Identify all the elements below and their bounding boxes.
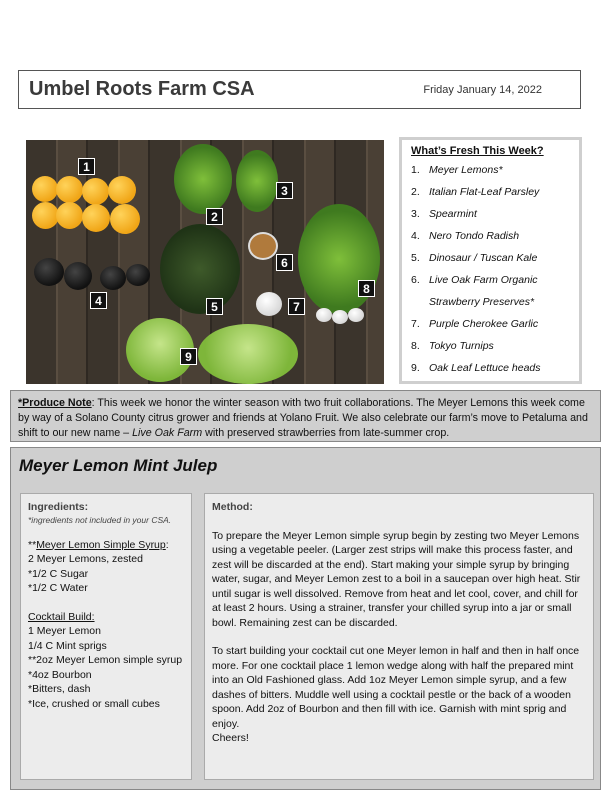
photo-label-9: 9 <box>180 348 197 365</box>
list-item: 2 Meyer Lemons, zested <box>28 553 143 565</box>
fresh-list-box <box>399 137 582 384</box>
note-text: : This week we honor the winter season with two fruit collaborations. The Meyer Lemons this week come by way of a Solano County citrus grower and friends at Yolano Fruit. We also celebrate our farm’s move to Petaluma and shift to our new name – <box>18 397 588 439</box>
spearmint <box>236 150 278 212</box>
photo-label-2: 2 <box>206 208 223 225</box>
produce-photo <box>26 140 384 384</box>
list-item: *4oz Bourbon <box>28 668 92 681</box>
note-label: *Produce Note <box>18 397 92 409</box>
list-item: 1 Meyer Lemon <box>28 625 101 637</box>
list-item: 4. Nero Tondo Radish <box>411 230 520 242</box>
lemon <box>82 178 109 205</box>
list-item: 2. Italian Flat-Leaf Parsley <box>411 186 540 198</box>
list-item: 3. Spearmint <box>411 208 477 220</box>
ingredients-note: *ingredients not included in your CSA. <box>28 514 172 525</box>
list-item: *Bitters, dash <box>28 683 91 695</box>
build-heading: Cocktail Build: <box>28 610 95 623</box>
list-item: *1/2 C Sugar <box>28 567 89 580</box>
note-text-2: with preserved strawberries from late-summer crop. <box>202 427 450 439</box>
lemon <box>82 204 110 232</box>
lemon <box>32 176 58 202</box>
note-italic: Live Oak Farm <box>132 427 203 439</box>
list-item: 6. Live Oak Farm Organic <box>411 274 538 286</box>
method-paragraph-2: To start building your cocktail cut one Meyer lemon in half and then in half once more. For one cocktail place 1 lemon wedge along with half the prepared mint into an Old Fashioned glass. Add 1oz Meyer Lemon simple syrup, and a few dashes of bitters. Muddle well using a cocktail pestle or the back of a wooden spoon. Add 2oz of Bourbon and then fill with ice. Garnish with mint sprig and enjoy. <box>212 645 580 730</box>
header-box <box>18 70 581 109</box>
lemon <box>56 202 83 229</box>
produce-note <box>10 390 601 442</box>
recipe-title: Meyer Lemon Mint Julep <box>19 456 218 475</box>
preserves-jar <box>248 232 278 260</box>
method-box <box>204 493 594 780</box>
lemon <box>108 176 136 204</box>
lemon <box>56 176 83 203</box>
turnip-greens <box>298 204 380 314</box>
farm-title: Umbel Roots Farm CSA <box>29 78 255 100</box>
list-item: 5. Dinosaur / Tuscan Kale <box>411 252 538 264</box>
list-item: 8. Tokyo Turnips <box>411 340 494 352</box>
method-heading: Method: <box>212 501 253 513</box>
radish <box>34 258 64 286</box>
photo-label-1: 1 <box>78 158 95 175</box>
syrup-heading: **Meyer Lemon Simple Syrup: <box>28 538 169 551</box>
turnip <box>316 308 332 322</box>
fresh-title: What’s Fresh This Week? <box>411 145 544 157</box>
fresh-list <box>411 159 571 379</box>
ingredients-heading: Ingredients: <box>28 501 89 513</box>
list-item: **2oz Meyer Lemon simple syrup <box>28 654 183 666</box>
photo-label-7: 7 <box>288 298 305 315</box>
turnip <box>348 308 364 322</box>
turnip <box>332 310 348 324</box>
photo-label-6: 6 <box>276 254 293 271</box>
radish <box>64 262 92 290</box>
ingredients-box <box>20 493 192 780</box>
header-date: Friday January 14, 2022 <box>423 83 542 96</box>
radish <box>126 264 150 286</box>
parsley <box>174 144 232 214</box>
recipe-panel <box>10 447 601 790</box>
list-item: *1/2 C Water <box>28 582 88 594</box>
method-paragraph-1: To prepare the Meyer Lemon simple syrup begin by zesting two Meyer Lemons using a vegetable peeler. (Larger zest strips will make this process faster, and zest will be discarded at the end). Start making your simple syrup by bringing water, sugar, and Meyer Lemon zest to a boil in a saucepan over high heat. Stir until sugar is well dissolved. Remove from heat and let cool, cover, and chill for at least 2 hours. Using a strainer, transfer your chilled syrup into a jar or small bowl. Remaining zest can be discarded. <box>212 529 581 629</box>
lemon <box>32 202 59 229</box>
radish <box>100 266 126 290</box>
lemon <box>110 204 140 234</box>
lettuce <box>198 324 298 384</box>
kale <box>160 224 240 314</box>
list-item: Strawberry Preserves* <box>429 296 535 308</box>
list-item: 1. Meyer Lemons* <box>411 164 503 176</box>
list-item: *Ice, crushed or small cubes <box>28 697 160 710</box>
photo-label-8: 8 <box>358 280 375 297</box>
photo-label-5: 5 <box>206 298 223 315</box>
list-item: 7. Purple Cherokee Garlic <box>411 318 539 330</box>
method-paragraph-3: Cheers! <box>212 732 249 744</box>
photo-label-3: 3 <box>276 182 293 199</box>
list-item: 1/4 C Mint sprigs <box>28 639 107 652</box>
list-item: 9. Oak Leaf Lettuce heads <box>411 362 541 374</box>
garlic <box>256 292 282 316</box>
photo-label-4: 4 <box>90 292 107 309</box>
